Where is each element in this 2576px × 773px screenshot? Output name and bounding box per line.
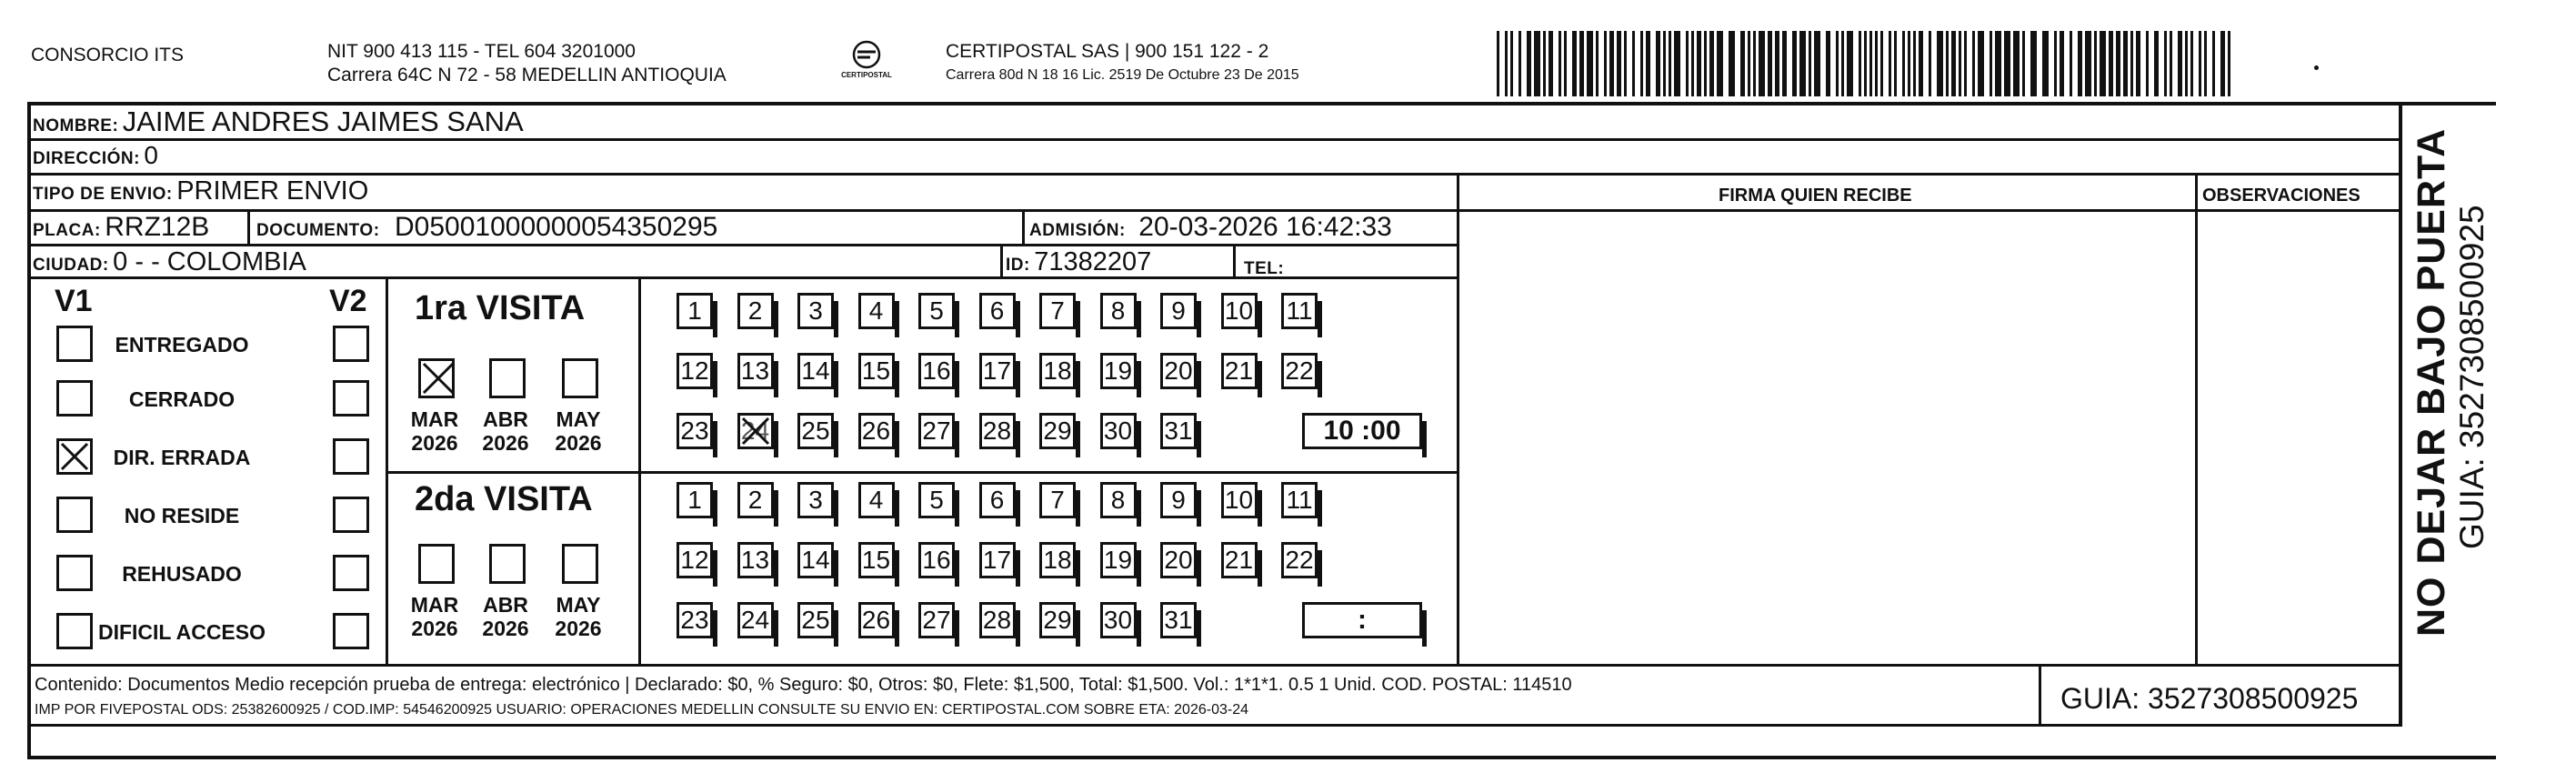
barcode-bar bbox=[1519, 31, 1521, 96]
day-box[interactable]: 26 bbox=[858, 602, 895, 638]
barcode-bar bbox=[1782, 31, 1787, 96]
day-box[interactable]: 23 bbox=[677, 413, 713, 449]
month-label: ABR bbox=[483, 593, 528, 617]
contenido-text: Contenido: Documentos Medio recepción prueba de entrega: electrónico | Declarado: $0, % Seguro: $0, Otros: $0, Flete: $1,500, Total: $1,500. Vol.: 1*1*1. 0.5 1 Unid. COD. POSTAL: 114510 bbox=[35, 675, 1572, 695]
v2-checkbox[interactable] bbox=[333, 326, 369, 362]
id-value: 71382207 bbox=[1034, 247, 1152, 276]
day-box[interactable]: 17 bbox=[979, 542, 1016, 578]
day-box[interactable]: 15 bbox=[858, 542, 895, 578]
day-box[interactable]: 29 bbox=[1039, 602, 1076, 638]
day-box[interactable]: 27 bbox=[918, 602, 955, 638]
day-box[interactable]: 1 bbox=[677, 482, 713, 518]
cell-divider bbox=[1000, 244, 1003, 276]
ciudad-value: 0 - - COLOMBIA bbox=[113, 247, 306, 276]
barcode-bar bbox=[2170, 31, 2172, 96]
month-label: MAR bbox=[410, 593, 459, 617]
barcode-bar bbox=[1913, 31, 1916, 96]
barcode-bar bbox=[1740, 31, 1745, 96]
day-box[interactable]: 8 bbox=[1100, 293, 1137, 329]
day-box[interactable]: 9 bbox=[1160, 482, 1197, 518]
documento-group bbox=[256, 212, 717, 243]
barcode-bar bbox=[1709, 31, 1714, 96]
status-option-label: ENTREGADO bbox=[115, 333, 249, 356]
barcode-bar bbox=[1959, 31, 1961, 96]
v2-checkbox[interactable] bbox=[333, 380, 369, 417]
v2-label: V2 bbox=[329, 284, 367, 318]
barcode-bar bbox=[2060, 31, 2064, 96]
day-box[interactable]: 6 bbox=[979, 482, 1016, 518]
signature-area[interactable] bbox=[1457, 212, 2195, 664]
v2-checkbox[interactable] bbox=[333, 613, 369, 649]
cell-divider bbox=[1233, 244, 1236, 276]
barcode-bar bbox=[1609, 31, 1614, 96]
visit-divider bbox=[386, 471, 1457, 474]
barcode-bar bbox=[1753, 31, 1756, 96]
day-box[interactable]: 25 bbox=[797, 602, 834, 638]
month-label: MAY bbox=[556, 593, 601, 617]
barcode-bar bbox=[1697, 31, 1701, 96]
day-box[interactable]: 4 bbox=[858, 482, 895, 518]
barcode-bar bbox=[1929, 31, 1931, 96]
barcode-bar bbox=[1894, 31, 1897, 96]
carrier-line: CERTIPOSTAL SAS | 900 151 122 - 2 bbox=[946, 41, 1269, 62]
day-box[interactable]: 22 bbox=[1281, 542, 1318, 578]
logo-text: CERTIPOSTAL bbox=[841, 71, 892, 79]
barcode-bar bbox=[1604, 31, 1607, 96]
barcode-bar bbox=[2178, 31, 2182, 96]
day-box[interactable]: 26 bbox=[858, 413, 895, 449]
barcode-bar bbox=[2094, 31, 2097, 96]
barcode-bar bbox=[2085, 31, 2091, 96]
day-box[interactable]: 2 bbox=[737, 293, 774, 329]
day-box[interactable]: 24 bbox=[737, 602, 774, 638]
day-box[interactable]: 14 bbox=[797, 542, 834, 578]
day-box[interactable]: 10 bbox=[1221, 293, 1258, 329]
barcode-bar bbox=[1902, 31, 1905, 96]
id-group bbox=[1006, 247, 1151, 277]
status-option-label: DIR. ERRADA bbox=[113, 446, 251, 469]
day-box[interactable]: 20 bbox=[1160, 542, 1197, 578]
barcode-bar bbox=[1792, 31, 1797, 96]
day-box[interactable]: 8 bbox=[1100, 482, 1137, 518]
barcode-bar bbox=[1497, 31, 1499, 96]
barcode-bar bbox=[1729, 31, 1735, 96]
day-box[interactable]: 19 bbox=[1100, 353, 1137, 389]
barcode-bar bbox=[1768, 31, 1772, 96]
day-box[interactable]: 30 bbox=[1100, 602, 1137, 638]
row-line bbox=[27, 138, 2401, 141]
barcode-bar bbox=[1686, 31, 1689, 96]
x-mark-icon bbox=[740, 416, 777, 452]
nombre-label: NOMBRE: bbox=[33, 116, 119, 136]
month-checkbox[interactable] bbox=[489, 544, 526, 584]
day-box[interactable]: 5 bbox=[918, 482, 955, 518]
status-option-label: NO RESIDE bbox=[124, 504, 240, 527]
x-mark-icon bbox=[421, 361, 461, 401]
day-box[interactable]: 11 bbox=[1281, 293, 1318, 329]
barcode-bar bbox=[1527, 31, 1531, 96]
barcode-bar bbox=[2042, 31, 2049, 96]
barcode-bar bbox=[1572, 31, 1577, 96]
status-option-label: CERRADO bbox=[128, 387, 236, 411]
barcode-bar bbox=[1534, 31, 1540, 96]
barcode-bar bbox=[1640, 31, 1643, 96]
barcode-bar bbox=[1919, 31, 1923, 96]
barcode-bar bbox=[2070, 31, 2072, 96]
year-label: 2026 bbox=[555, 431, 602, 455]
barcode bbox=[1497, 31, 2237, 96]
day-box[interactable]: 12 bbox=[677, 542, 713, 578]
barcode-bar bbox=[1964, 31, 1967, 96]
placa-value: RRZ12B bbox=[105, 212, 210, 242]
id-label: ID: bbox=[1006, 256, 1030, 275]
barcode-bar bbox=[1579, 31, 1584, 96]
barcode-bar bbox=[2116, 31, 2120, 96]
month-checkbox[interactable] bbox=[562, 358, 598, 398]
barcode-bar bbox=[2228, 31, 2230, 96]
barcode-bar bbox=[1990, 31, 1992, 96]
barcode-bar bbox=[1814, 31, 1820, 96]
day-box[interactable]: 28 bbox=[979, 413, 1016, 449]
tipo-value: PRIMER ENVIO bbox=[176, 176, 369, 206]
admision-value: 20-03-2026 16:42:33 bbox=[1138, 212, 1392, 242]
barcode-bar bbox=[1663, 31, 1666, 96]
barcode-bar bbox=[2204, 31, 2207, 96]
barcode-bar bbox=[1632, 31, 1635, 96]
barcode-bar bbox=[1841, 31, 1844, 96]
day-box[interactable]: 22 bbox=[1281, 353, 1318, 389]
tel-label: TEL: bbox=[1244, 259, 1285, 278]
barcode-bar bbox=[1799, 31, 1806, 96]
day-box[interactable]: 30 bbox=[1100, 413, 1137, 449]
barcode-bar bbox=[1847, 31, 1853, 96]
barcode-bar bbox=[1704, 31, 1707, 96]
barcode-bar bbox=[2146, 31, 2149, 96]
day-box[interactable]: 25 bbox=[797, 413, 834, 449]
day-box[interactable]: 28 bbox=[979, 602, 1016, 638]
barcode-bar bbox=[2004, 31, 2010, 96]
day-box[interactable]: 11 bbox=[1281, 482, 1318, 518]
tipo-label: TIPO DE ENVIO: bbox=[33, 185, 173, 204]
barcode-bar bbox=[1951, 31, 1956, 96]
admision-label: ADMISIÓN: bbox=[1029, 221, 1126, 240]
firma-label: FIRMA QUIEN RECIBE bbox=[1719, 186, 1912, 206]
barcode-bar bbox=[1674, 31, 1680, 96]
time-field[interactable]: : bbox=[1302, 602, 1422, 638]
barcode-bar bbox=[1669, 31, 1671, 96]
certipostal-logo bbox=[837, 38, 897, 93]
year-label: 2026 bbox=[482, 431, 529, 455]
ciudad-label: CIUDAD: bbox=[33, 256, 109, 275]
month-checkbox[interactable] bbox=[562, 544, 598, 584]
day-box[interactable]: 12 bbox=[677, 353, 713, 389]
day-box[interactable]: 20 bbox=[1160, 353, 1197, 389]
observaciones-area[interactable] bbox=[2198, 212, 2401, 664]
month-label: MAY bbox=[556, 407, 601, 431]
barcode-bar bbox=[2078, 31, 2082, 96]
day-box[interactable]: 9 bbox=[1160, 293, 1197, 329]
day-box[interactable]: 2 bbox=[737, 482, 774, 518]
barcode-bar bbox=[2013, 31, 2020, 96]
barcode-bar bbox=[1646, 31, 1650, 96]
day-box[interactable]: 7 bbox=[1039, 482, 1076, 518]
placa-group bbox=[33, 212, 209, 243]
day-box[interactable]: 10 bbox=[1221, 482, 1258, 518]
v2-checkbox[interactable] bbox=[333, 438, 369, 475]
documento-label: DOCUMENTO: bbox=[256, 221, 380, 240]
month-label: MAR bbox=[410, 407, 459, 431]
day-box[interactable]: 3 bbox=[797, 293, 834, 329]
barcode-bar bbox=[1869, 31, 1872, 96]
barcode-bar bbox=[2199, 31, 2201, 96]
barcode-bar bbox=[2109, 31, 2113, 96]
day-box[interactable]: 21 bbox=[1221, 353, 1258, 389]
year-label: 2026 bbox=[411, 431, 458, 455]
direccion-label: DIRECCIÓN: bbox=[33, 149, 140, 168]
observaciones-label: OBSERVACIONES bbox=[2202, 186, 2360, 206]
barcode-bar bbox=[1587, 31, 1593, 96]
documento-value: D05001000000054350295 bbox=[395, 212, 718, 242]
year-label: 2026 bbox=[555, 617, 602, 640]
day-box[interactable]: 18 bbox=[1039, 353, 1076, 389]
admision-group bbox=[1029, 212, 1392, 243]
barcode-bar bbox=[2136, 31, 2140, 96]
day-box[interactable]: 13 bbox=[737, 353, 774, 389]
license-line: Carrera 80d N 18 16 Lic. 2519 De Octubre 23 De 2015 bbox=[946, 67, 1299, 83]
v1-label: V1 bbox=[55, 284, 93, 318]
day-box[interactable]: 1 bbox=[677, 293, 713, 329]
barcode-bar bbox=[1691, 31, 1694, 96]
barcode-bar bbox=[1759, 31, 1765, 96]
barcode-bar bbox=[2022, 31, 2025, 96]
row-line bbox=[27, 244, 1457, 246]
cell-divider bbox=[247, 209, 250, 244]
barcode-bar bbox=[1859, 31, 1861, 96]
year-label: 2026 bbox=[482, 617, 529, 640]
status-option-label: DIFICIL ACCESO bbox=[97, 620, 266, 644]
barcode-bar bbox=[1908, 31, 1910, 96]
barcode-bar bbox=[1937, 31, 1943, 96]
barcode-bar bbox=[1978, 31, 1984, 96]
row-line bbox=[27, 664, 2401, 667]
barcode-bar bbox=[1836, 31, 1839, 96]
dot-mark bbox=[2314, 65, 2319, 70]
day-box[interactable]: 27 bbox=[918, 413, 955, 449]
barcode-bar bbox=[1875, 31, 1878, 96]
guia-divider bbox=[2039, 664, 2041, 726]
day-box[interactable]: 4 bbox=[858, 293, 895, 329]
barcode-bar bbox=[1717, 31, 1723, 96]
day-box[interactable]: 18 bbox=[1039, 542, 1076, 578]
day-box[interactable]: 17 bbox=[979, 353, 1016, 389]
barcode-bar bbox=[1775, 31, 1779, 96]
barcode-bar bbox=[2154, 31, 2159, 96]
ciudad-group bbox=[33, 247, 306, 277]
direccion-row bbox=[33, 141, 158, 170]
footer-bottom-line bbox=[27, 724, 2402, 727]
tel-group bbox=[1244, 251, 1284, 280]
v2-checkbox[interactable] bbox=[333, 555, 369, 591]
status-divider bbox=[386, 276, 388, 664]
day-box[interactable]: 31 bbox=[1160, 413, 1197, 449]
month-divider bbox=[638, 276, 641, 664]
direccion-value: 0 bbox=[144, 141, 158, 169]
barcode-bar bbox=[1510, 31, 1513, 96]
barcode-bar bbox=[1880, 31, 1883, 96]
barcode-bar bbox=[2212, 31, 2215, 96]
day-box[interactable]: 3 bbox=[797, 482, 834, 518]
v2-checkbox[interactable] bbox=[333, 497, 369, 533]
month-checkbox[interactable] bbox=[418, 544, 455, 584]
barcode-bar bbox=[1972, 31, 1975, 96]
barcode-bar bbox=[2100, 31, 2106, 96]
imp-text: IMP POR FIVEPOSTAL ODS: 25382600925 / COD.IMP: 54546200925 USUARIO: OPERACIONES MEDELLIN CONSULTE SU ENVIO EN: CERTIPOSTAL.COM SOBRE ETA: 2026-03-24 bbox=[35, 702, 1248, 718]
barcode-bar bbox=[1617, 31, 1621, 96]
day-box[interactable]: 6 bbox=[979, 293, 1016, 329]
barcode-bar bbox=[2054, 31, 2057, 96]
barcode-bar bbox=[2164, 31, 2167, 96]
barcode-bar bbox=[1543, 31, 1546, 96]
barcode-bar bbox=[1549, 31, 1553, 96]
day-box[interactable]: 19 bbox=[1100, 542, 1137, 578]
company-name: CONSORCIO ITS bbox=[31, 45, 185, 65]
barcode-bar bbox=[2220, 31, 2225, 96]
barcode-bar bbox=[1596, 31, 1599, 96]
company-nit: NIT 900 413 115 - TEL 604 3201000 bbox=[327, 41, 636, 62]
day-box[interactable]: 13 bbox=[737, 542, 774, 578]
day-box[interactable]: 15 bbox=[858, 353, 895, 389]
day-box[interactable]: 21 bbox=[1221, 542, 1258, 578]
day-box[interactable]: 16 bbox=[918, 542, 955, 578]
barcode-bar bbox=[1809, 31, 1811, 96]
day-box[interactable]: 23 bbox=[677, 602, 713, 638]
status-option-label: REHUSADO bbox=[122, 562, 242, 586]
barcode-bar bbox=[1826, 31, 1830, 96]
day-box[interactable]: 5 bbox=[918, 293, 955, 329]
visit1-title: 1ra VISITA bbox=[415, 289, 586, 327]
barcode-bar bbox=[1946, 31, 1949, 96]
side-instruction: NO DEJAR BAJO PUERTA bbox=[2410, 127, 2453, 637]
barcode-bar bbox=[2130, 31, 2133, 96]
barcode-bar bbox=[1656, 31, 1660, 96]
nombre-row bbox=[33, 105, 524, 138]
barcode-bar bbox=[1748, 31, 1750, 96]
barcode-bar bbox=[1995, 31, 2001, 96]
placa-label: PLACA: bbox=[33, 221, 101, 240]
day-box[interactable]: 14 bbox=[797, 353, 834, 389]
month-checkbox[interactable] bbox=[418, 358, 455, 398]
side-guia: GUIA: 3527308500925 bbox=[2453, 205, 2491, 549]
day-box[interactable]: 24 bbox=[737, 413, 774, 449]
barcode-bar bbox=[2030, 31, 2037, 96]
day-box[interactable]: 7 bbox=[1039, 293, 1076, 329]
time-field[interactable]: 10 :00 bbox=[1302, 413, 1422, 449]
barcode-bar bbox=[1505, 31, 1508, 96]
month-checkbox[interactable] bbox=[489, 358, 526, 398]
barcode-bar bbox=[2190, 31, 2193, 96]
cell-divider bbox=[1022, 209, 1025, 244]
barcode-bar bbox=[1624, 31, 1627, 96]
company-address: Carrera 64C N 72 - 58 MEDELLIN ANTIOQUIA bbox=[327, 65, 727, 85]
barcode-bar bbox=[2123, 31, 2128, 96]
row-line bbox=[27, 173, 2401, 176]
day-box[interactable]: 29 bbox=[1039, 413, 1076, 449]
barcode-bar bbox=[1864, 31, 1867, 96]
tipo-row bbox=[33, 176, 368, 206]
barcode-bar bbox=[2185, 31, 2188, 96]
visit2-title: 2da VISITA bbox=[415, 480, 593, 518]
guia-box: GUIA: 3527308500925 bbox=[2060, 682, 2359, 715]
day-box[interactable]: 31 bbox=[1160, 602, 1197, 638]
month-label: ABR bbox=[483, 407, 528, 431]
barcode-bar bbox=[1564, 31, 1567, 96]
year-label: 2026 bbox=[411, 617, 458, 640]
nombre-value: JAIME ANDRES JAIMES SANA bbox=[122, 105, 524, 137]
barcode-bar bbox=[1559, 31, 1561, 96]
barcode-bar bbox=[1889, 31, 1891, 96]
day-box[interactable]: 16 bbox=[918, 353, 955, 389]
